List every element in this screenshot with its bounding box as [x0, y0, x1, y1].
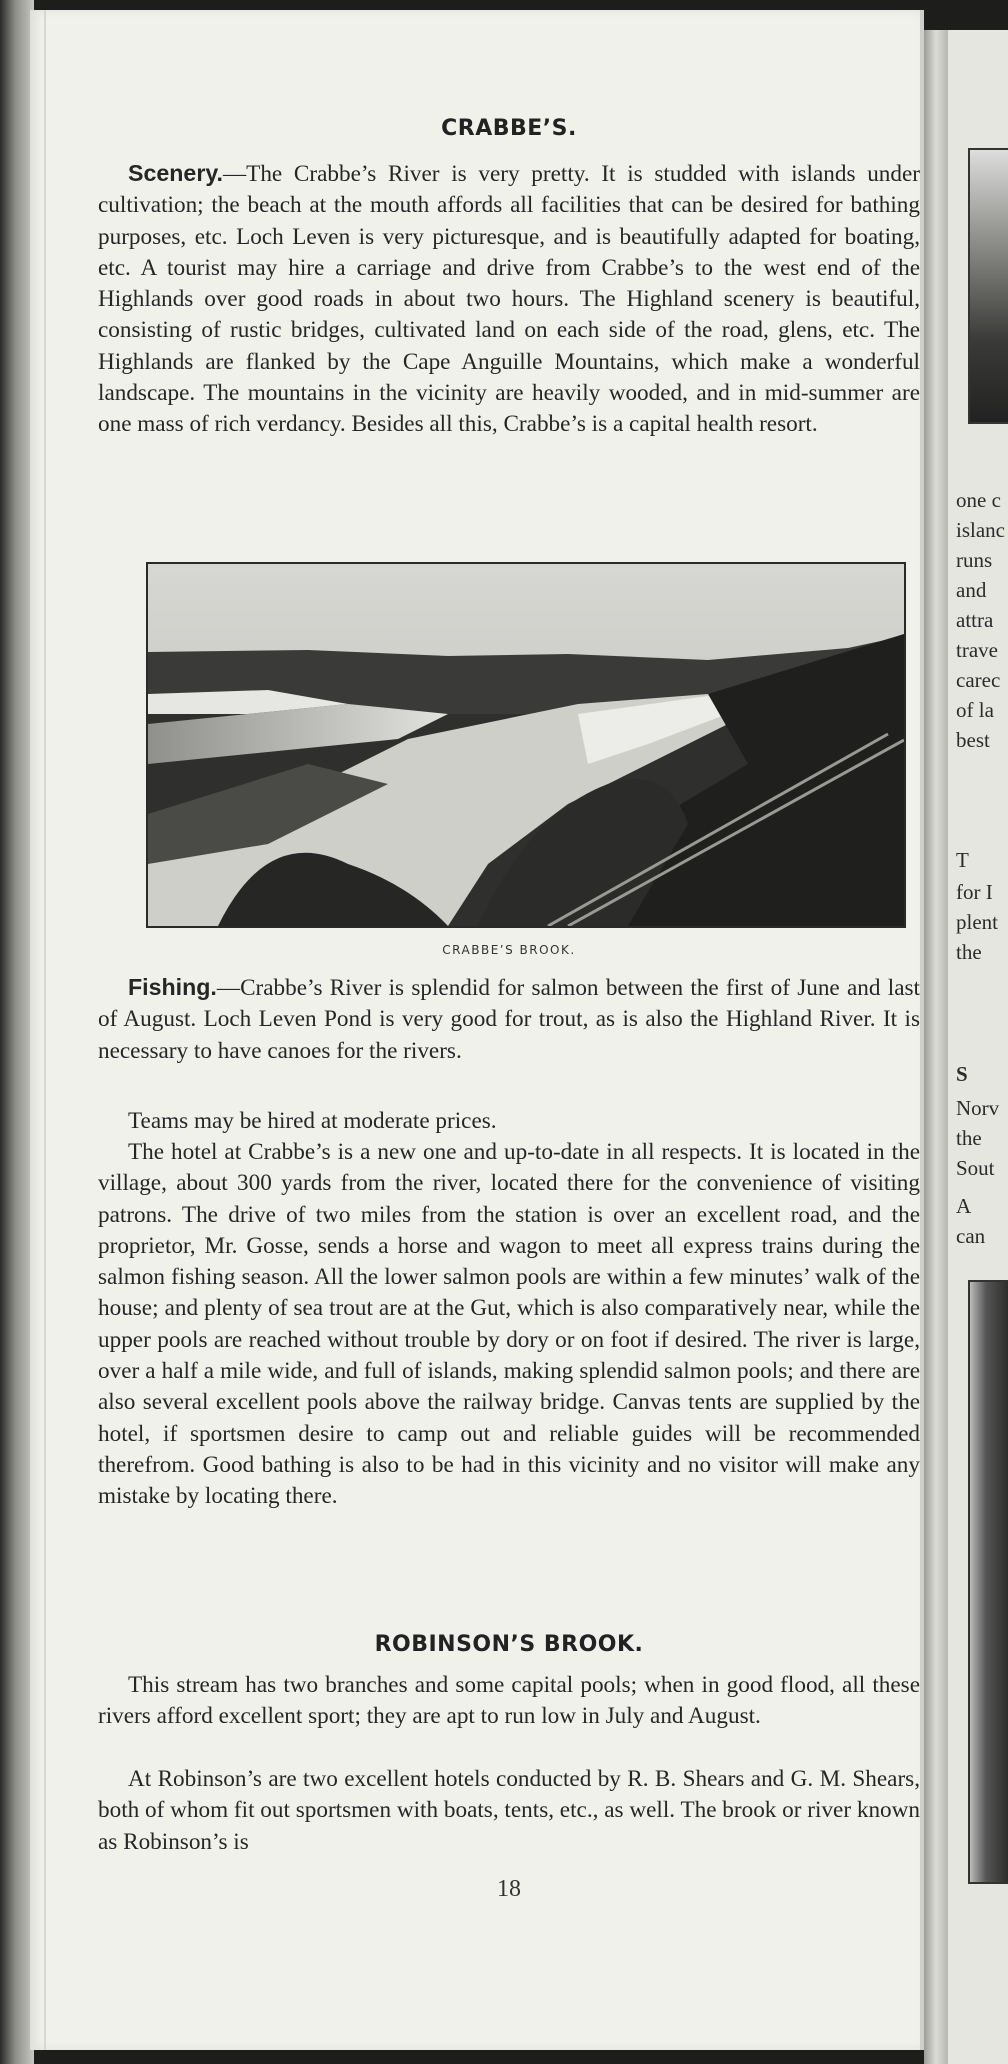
facing-line: best [956, 728, 990, 752]
facing-line: T [956, 848, 969, 872]
photo-caption: CRABBE’S BROOK. [442, 943, 576, 957]
facing-line: and [956, 578, 987, 602]
facing-page-photo-bottom [968, 1280, 1008, 1884]
teams-paragraph: Teams may be hired at moderate prices. [128, 1108, 497, 1134]
page-number: 18 [497, 1876, 521, 1902]
facing-line: S [956, 1062, 968, 1086]
facing-line: islanc [956, 518, 1005, 542]
robinson-paragraph-2: At Robinson’s are two excellent hotels conducted by R. B. Shears and G. M. Shears, both of whom fit out sportsmen with boats, tents, etc., as well. The brook or river known as Robinson’s is [98, 1766, 920, 1855]
facing-line: the [956, 940, 982, 964]
facing-line: Norv [956, 1096, 1000, 1120]
facing-line: the [956, 1126, 982, 1150]
hotel-paragraph: The hotel at Crabbe’s is a new one and up-to-date in all respects. It is located in the village, about 300 yards from the river, located there for the convenience of visiting patrons. The drive of two miles from the station is over an excellent road, and the proprietor, Mr. Gosse, sends a horse and wagon to meet all express trains during the salmon fishing season. All the lower salmon pools are within a few minutes’ walk of the house; and plenty of sea trout are at the Gut, which is also comparatively near, while the upper pools are reached without trouble by dory or on foot if desired. The river is large, over a half a mile wide, and full of islands, making splendid salmon pools; and there are also several excellent pools above the railway bridge. Canvas tents are supplied by the hotel, if sportsmen desire to camp out and reliable guides will be recommended therefrom. Good bathing is also to be had in this vicinity and no visitor will make any mistake by locating there. [98, 1139, 920, 1510]
fishing-text: —Crabbe’s River is splendid for salmon between the first of June and last of August. Loch Leven Pond is very good for trout, as is also the Highland River. It is necessary to have canoes for the rivers. [98, 975, 920, 1064]
section-title-crabbes: CRABBE’S. [441, 116, 577, 141]
book-gutter [924, 30, 948, 2064]
scenery-text: —The Crabbe’s River is very pretty. It is studded with islands under cultivation; the beach at the mouth affords all facilities that can be desired for bathing purposes, etc. Loch Leven is very picturesque, and is beautifully adapted for boating, etc. A tourist may hire a carriage and drive from Crabbe’s to the west end of the Highlands over good roads in about two hours. The Highland scenery is beautiful, consisting of rustic bridges, cultivated land on each side of the road, glens, etc. The Highlands are flanked by the Cape Anguille Mountains, which make a wonderful landscape. The mountains in the vicinity are heavily wooded, and in mid-summer are one mass of rich verdancy. Besides all this, Crabbe’s is a capital health resort. [98, 161, 920, 438]
scenery-paragraph [98, 158, 920, 441]
robinson-paragraph-1: This stream has two branches and some capital pools; when in good flood, all these rivers afford excellent sport; they are apt to run low in July and August. [98, 1672, 920, 1730]
facing-line: Sout [956, 1156, 995, 1180]
fishing-paragraph [98, 972, 920, 1067]
facing-line: can [956, 1224, 986, 1248]
facing-page-fragment [948, 30, 1008, 2064]
facing-line: A [956, 1194, 972, 1218]
facing-line: one c [956, 488, 1001, 512]
scenery-lead: Scenery. [128, 160, 223, 186]
facing-page-photo-top [968, 148, 1008, 424]
facing-line: attra [956, 608, 994, 632]
facing-line: runs [956, 548, 993, 572]
facing-line: carec [956, 668, 1001, 692]
facing-line: of la [956, 698, 994, 722]
book-spine-edge [0, 0, 34, 2064]
landscape-photo-illustration [148, 564, 904, 926]
fishing-lead: Fishing. [128, 974, 217, 1000]
crabbes-brook-photo [146, 562, 906, 928]
section-title-robinsons-brook: ROBINSON’S BROOK. [374, 1632, 644, 1657]
facing-line: trave [956, 638, 998, 662]
facing-line: for I [956, 880, 993, 904]
facing-line: plent [956, 910, 998, 934]
